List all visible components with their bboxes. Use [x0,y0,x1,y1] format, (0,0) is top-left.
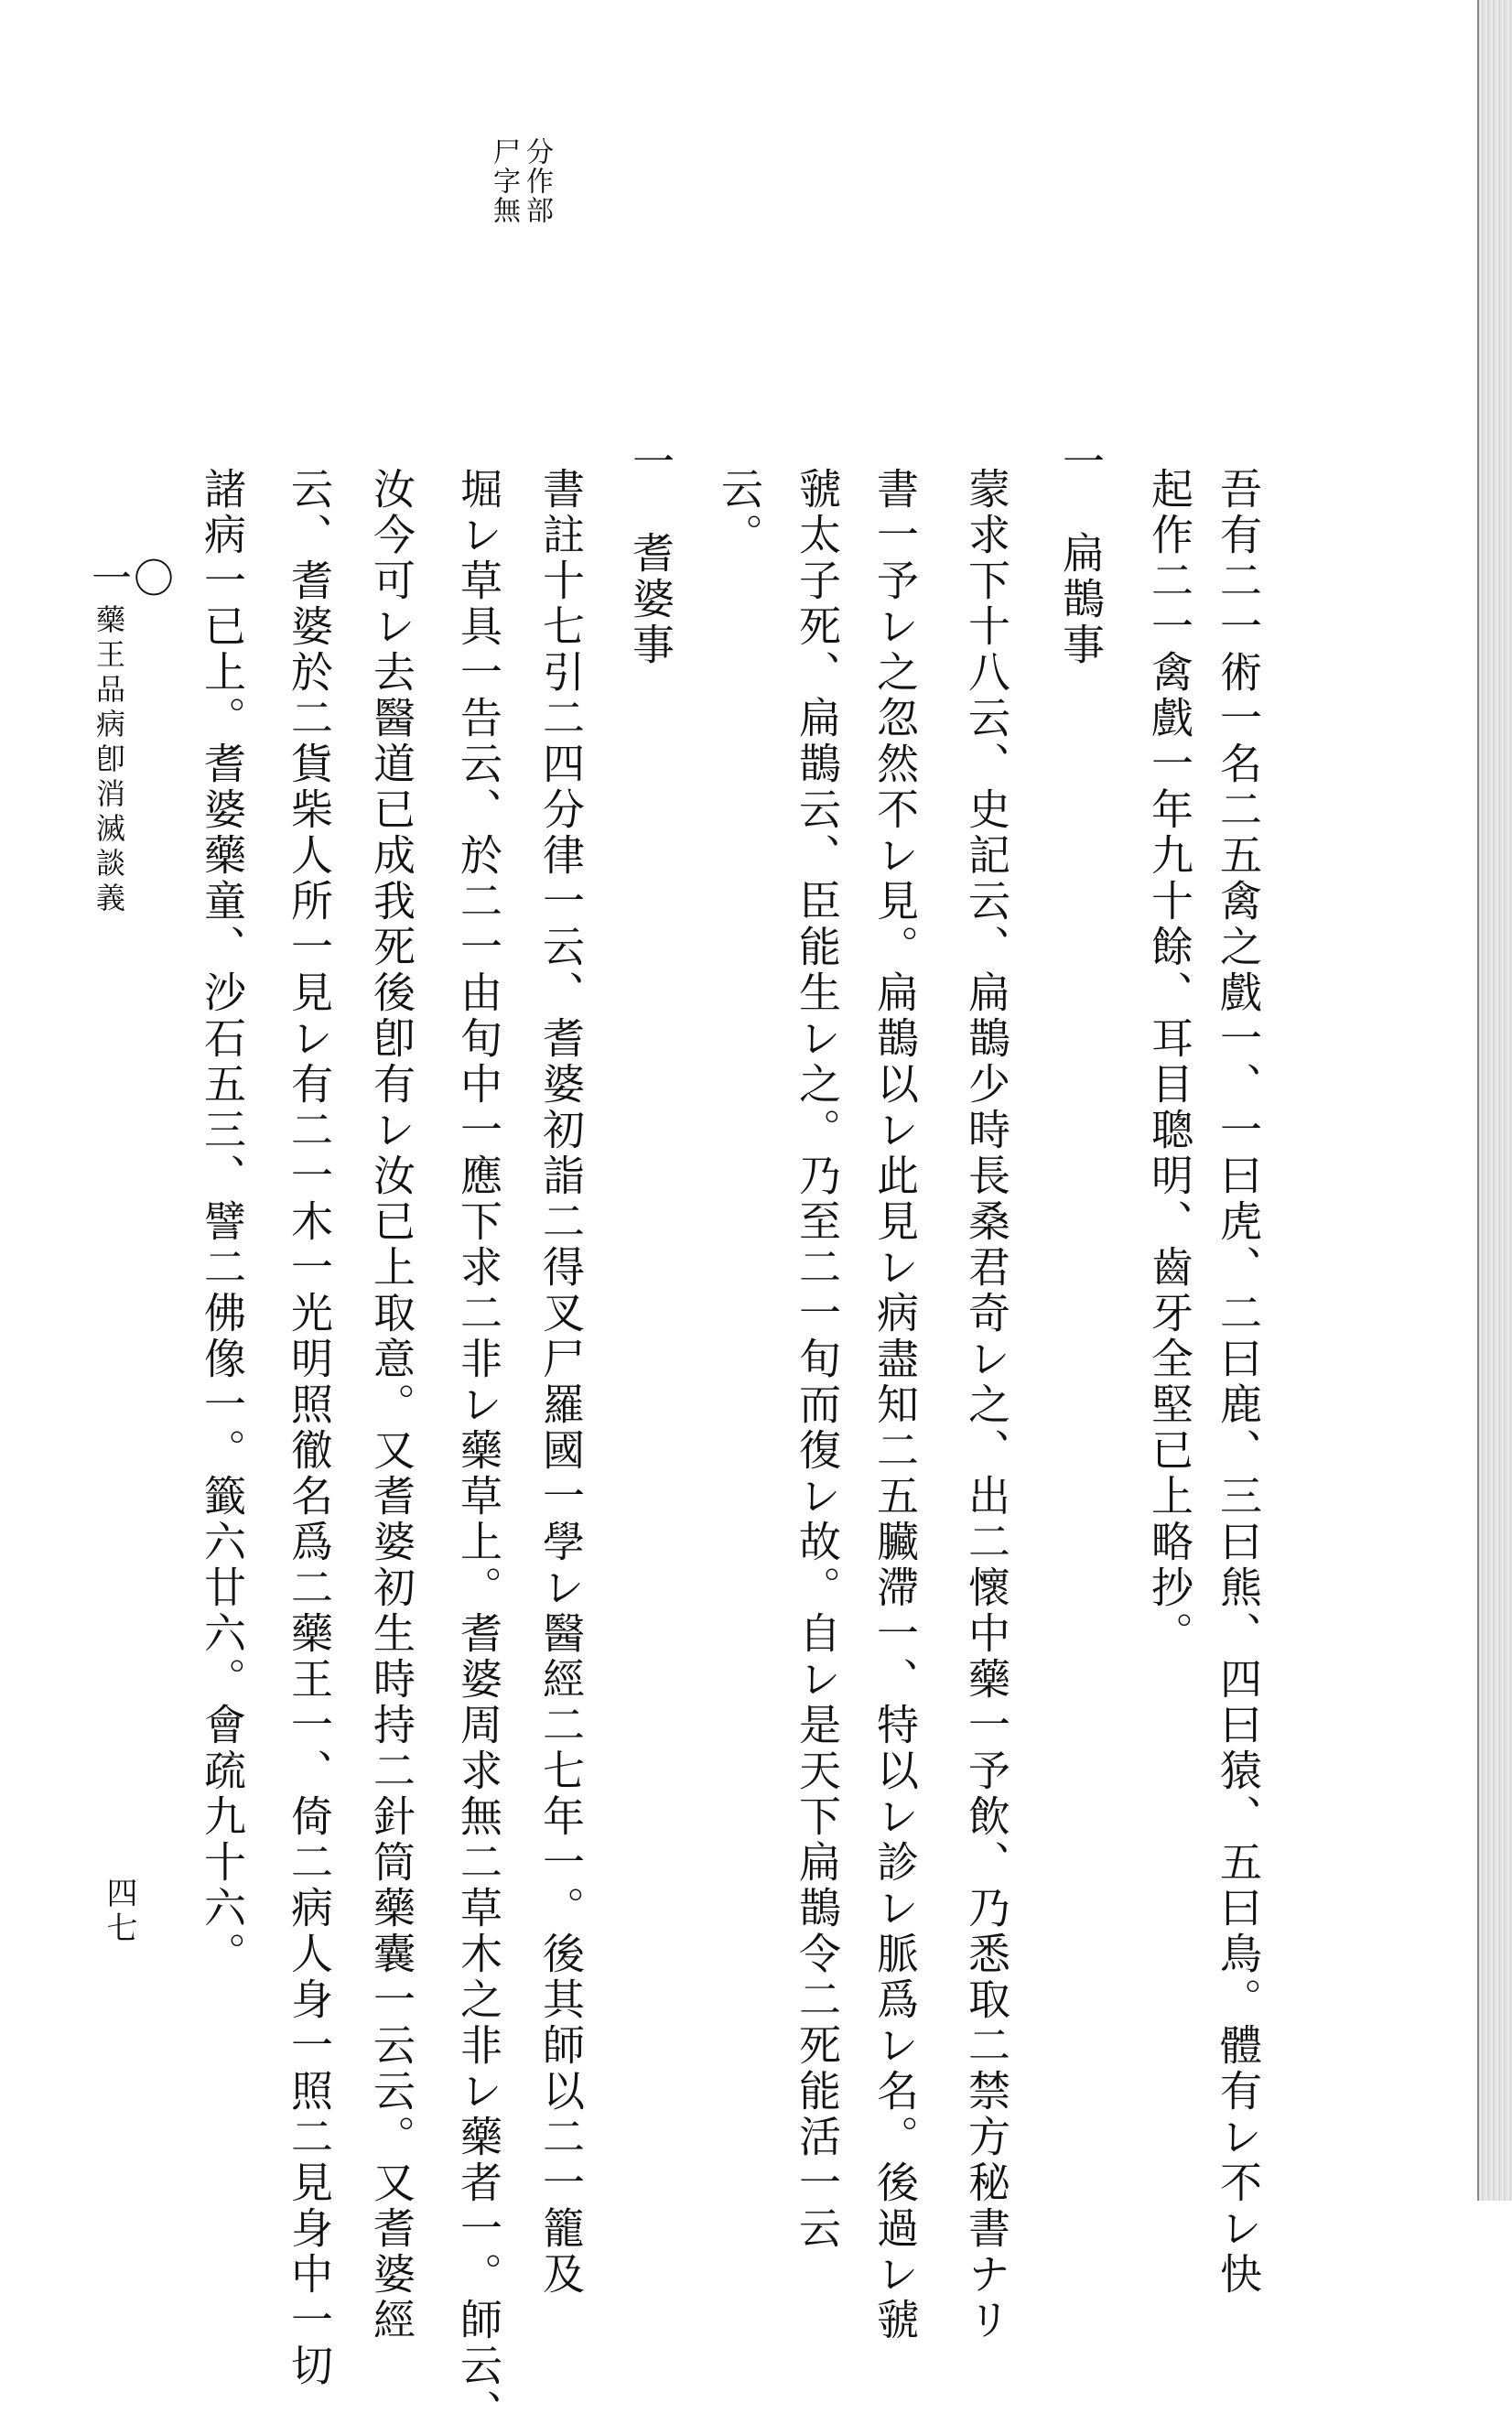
text-column: 云。 [715,467,764,558]
text-column: 書註十七引二四分律一云、耆婆初詣二得叉尸羅國一學レ醫經二七年一。後其師以二一籠及 [536,467,586,2298]
text-column: 云、耆婆於二貨柴人所一見レ有二一木一光明照徹名爲二藥王一、倚二病人身一照二見身中一切 [285,467,334,2389]
margin-note-line-1: 分作部 [521,137,553,225]
page-edge [1477,0,1512,2201]
running-title: 藥王品病卽消滅談義 [92,604,126,917]
chapter-number: 一〇 [92,556,176,602]
text-column: 書一予レ之忽然不レ見。扁鵲以レ此見レ病盡知二五臟滯一、特以レ診レ脈爲レ名。後過レ虢 [870,467,920,2343]
margin-note-line-2: 尸字無 [488,137,520,225]
text-column: 諸病一已上。耆婆藥童、沙石五三、譬二佛像一。籤六廿六。會疏九十六。 [198,467,247,1977]
text-column: 蒙求下十八云、史記云、扁鵲少時長桑君奇レ之、出二懷中藥一予飲、乃悉取二禁方秘書ナリ [962,467,1011,2343]
section-heading: 一 扁鵲事 [1056,439,1106,668]
section-heading: 一 耆婆事 [626,439,675,668]
text-column: 虢太子死、扁鵲云、臣能生レ之。乃至二一旬而復レ故。自レ是天下扁鵲令二死能活一云 [793,467,842,2252]
text-column: 起作二一禽戲一年九十餘、耳目聰明、齒牙全堅已上略抄。 [1145,467,1194,1657]
page-number: 四七 [101,1877,137,1946]
text-column: 堀レ草具一告云、於二一由旬中一應下求二非レ藥草上。耆婆周求無二草木之非レ藥者一。師云、 [454,467,503,2435]
text-column: 吾有二一術一名二五禽之戲一、一曰虎、二曰鹿、三曰熊、四曰猿、五曰鳥。體有レ不レ快 [1214,467,1263,2298]
text-column: 汝今可レ去醫道已成我死後卽有レ汝已上取意。又耆婆初生時持二針筒藥囊一云云。又耆婆經 [367,467,416,2343]
